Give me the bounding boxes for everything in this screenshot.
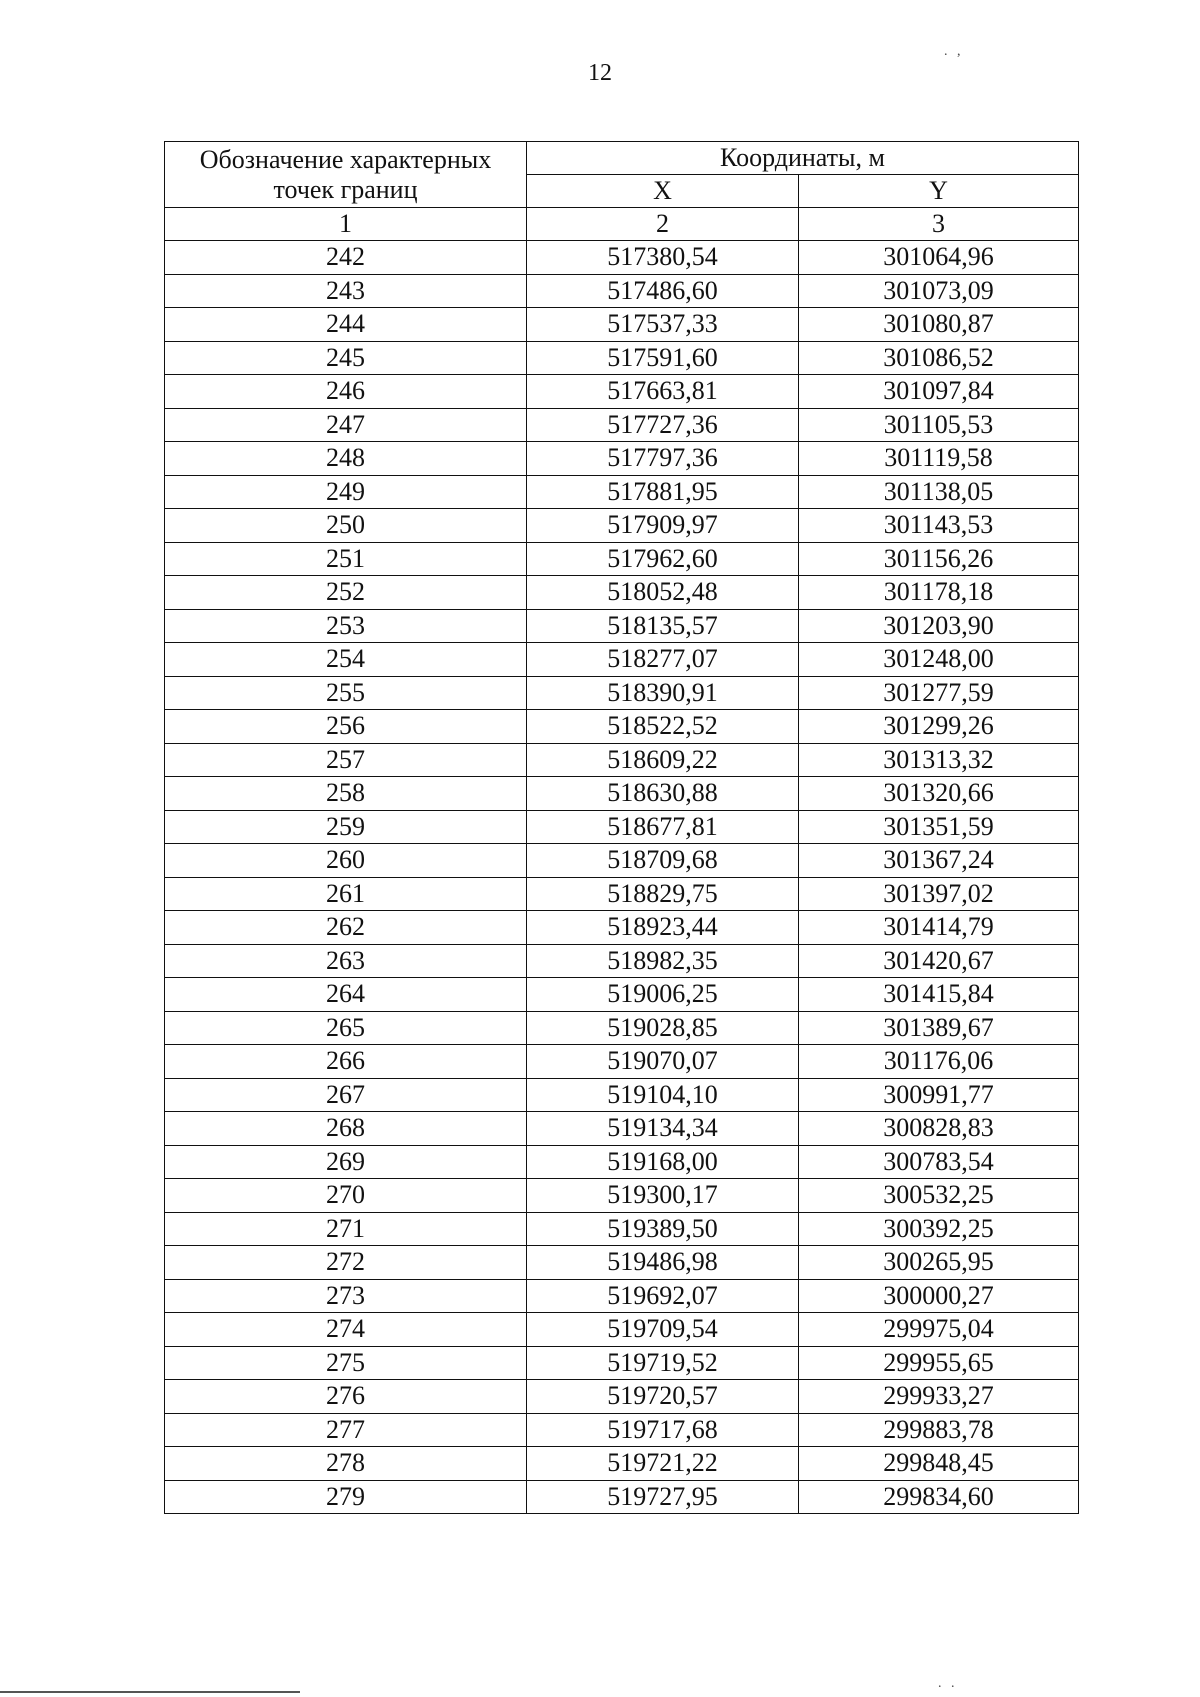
y-coordinate-cell: 301105,53 [799,408,1079,442]
table-row [165,1078,1079,1112]
x-coordinate-cell: 518609,22 [527,743,799,777]
y-coordinate-cell: 301097,84 [799,375,1079,409]
y-coordinate-cell: 300783,54 [799,1145,1079,1179]
x-coordinate-cell: 519721,22 [527,1447,799,1481]
x-coordinate-cell: 517962,60 [527,542,799,576]
y-coordinate-cell: 301313,32 [799,743,1079,777]
scan-speck-top: . , [944,44,964,59]
y-coordinate-cell: 300000,27 [799,1279,1079,1313]
table-row [165,576,1079,610]
table-row [165,1045,1079,1079]
x-coordinate-cell: 518052,48 [527,576,799,610]
y-coordinate-cell: 299955,65 [799,1346,1079,1380]
x-coordinate-cell: 519006,25 [527,978,799,1012]
point-cell: 242 [165,241,527,275]
table-row [165,1413,1079,1447]
table-row [165,509,1079,543]
x-coordinate-cell: 518923,44 [527,911,799,945]
point-cell: 254 [165,643,527,677]
y-coordinate-cell: 301119,58 [799,442,1079,476]
table-row [165,1380,1079,1414]
y-coordinate-cell: 301414,79 [799,911,1079,945]
y-coordinate-cell: 301320,66 [799,777,1079,811]
y-coordinate-cell: 301420,67 [799,944,1079,978]
table-row [165,1011,1079,1045]
y-coordinate-cell: 301064,96 [799,241,1079,275]
point-cell: 265 [165,1011,527,1045]
point-cell: 249 [165,475,527,509]
y-coordinate-cell: 301203,90 [799,609,1079,643]
table-row [165,844,1079,878]
x-coordinate-cell: 518390,91 [527,676,799,710]
scan-edge-line [0,1691,300,1693]
y-coordinate-cell: 301143,53 [799,509,1079,543]
x-coordinate-cell: 518709,68 [527,844,799,878]
x-coordinate-cell: 519709,54 [527,1313,799,1347]
scan-speck-bottom: . . [938,1676,958,1691]
table-row [165,241,1079,275]
point-cell: 266 [165,1045,527,1079]
x-coordinate-cell: 518277,07 [527,643,799,677]
y-coordinate-cell: 301299,26 [799,710,1079,744]
point-cell: 276 [165,1380,527,1414]
y-coordinate-cell: 301277,59 [799,676,1079,710]
table-row [165,542,1079,576]
point-cell: 255 [165,676,527,710]
point-cell: 256 [165,710,527,744]
column-number-1: 1 [165,208,527,241]
y-coordinate-cell: 301415,84 [799,978,1079,1012]
point-cell: 243 [165,274,527,308]
point-cell: 268 [165,1112,527,1146]
x-coordinate-cell: 517663,81 [527,375,799,409]
table-row [165,609,1079,643]
point-cell: 272 [165,1246,527,1280]
y-coordinate-cell: 300991,77 [799,1078,1079,1112]
y-coordinate-cell: 301138,05 [799,475,1079,509]
table-row [165,475,1079,509]
point-cell: 271 [165,1212,527,1246]
point-cell: 250 [165,509,527,543]
point-cell: 252 [165,576,527,610]
table-row [165,1346,1079,1380]
x-coordinate-cell: 519300,17 [527,1179,799,1213]
x-coordinate-cell: 517881,95 [527,475,799,509]
designation-header [165,142,527,208]
point-cell: 245 [165,341,527,375]
y-coordinate-cell: 300828,83 [799,1112,1079,1146]
y-coordinate-cell: 301351,59 [799,810,1079,844]
column-number-3: 3 [799,208,1079,241]
x-coordinate-cell: 519168,00 [527,1145,799,1179]
point-cell: 273 [165,1279,527,1313]
x-coordinate-cell: 518677,81 [527,810,799,844]
y-coordinate-cell: 301367,24 [799,844,1079,878]
table-row [165,1246,1079,1280]
table-row [165,1112,1079,1146]
point-cell: 275 [165,1346,527,1380]
point-cell: 257 [165,743,527,777]
table-row [165,442,1079,476]
table-row [165,408,1079,442]
y-coordinate-cell: 299848,45 [799,1447,1079,1481]
coordinates-header: Координаты, м [527,142,1079,175]
x-coordinate-cell: 519727,95 [527,1480,799,1514]
x-coordinate-cell: 519028,85 [527,1011,799,1045]
table-row [165,911,1079,945]
designation-header-line1: Обозначение характерных [199,144,492,174]
x-coordinate-cell: 519692,07 [527,1279,799,1313]
point-cell: 259 [165,810,527,844]
y-coordinate-cell: 301156,26 [799,542,1079,576]
x-coordinate-cell: 517909,97 [527,509,799,543]
table-row [165,341,1079,375]
x-coordinate-cell: 518982,35 [527,944,799,978]
table-row [165,944,1079,978]
table-row [165,877,1079,911]
table-row [165,1145,1079,1179]
x-coordinate-cell: 519719,52 [527,1346,799,1380]
table-row [165,1480,1079,1514]
table-row [165,978,1079,1012]
table-row [165,643,1079,677]
table-row [165,1279,1079,1313]
point-cell: 262 [165,911,527,945]
point-cell: 263 [165,944,527,978]
table-row [165,1313,1079,1347]
y-coordinate-cell: 301248,00 [799,643,1079,677]
point-cell: 260 [165,844,527,878]
x-coordinate-cell: 517797,36 [527,442,799,476]
x-coordinate-cell: 517537,33 [527,308,799,342]
point-cell: 278 [165,1447,527,1481]
table-row [165,777,1079,811]
y-coordinate-cell: 300265,95 [799,1246,1079,1280]
designation-header-line2: точек границ [273,174,418,204]
point-cell: 274 [165,1313,527,1347]
x-coordinate-cell: 517727,36 [527,408,799,442]
y-coordinate-cell: 299975,04 [799,1313,1079,1347]
point-cell: 267 [165,1078,527,1112]
y-coordinate-cell: 301178,18 [799,576,1079,610]
point-cell: 248 [165,442,527,476]
page-number: 12 [588,60,612,86]
table-row [165,810,1079,844]
boundary-points-table [164,141,1079,1514]
table-row [165,308,1079,342]
x-coordinate-cell: 518135,57 [527,609,799,643]
x-coordinate-cell: 518630,88 [527,777,799,811]
table-row [165,710,1079,744]
point-cell: 270 [165,1179,527,1213]
table-row [165,1179,1079,1213]
table-body [165,241,1079,1514]
point-cell: 264 [165,978,527,1012]
point-cell: 258 [165,777,527,811]
x-coordinate-cell: 518829,75 [527,877,799,911]
x-coordinate-cell: 517486,60 [527,274,799,308]
x-coordinate-cell: 519720,57 [527,1380,799,1414]
y-coordinate-cell: 301086,52 [799,341,1079,375]
x-coordinate-cell: 519104,10 [527,1078,799,1112]
y-coordinate-cell: 301080,87 [799,308,1079,342]
x-coordinate-cell: 518522,52 [527,710,799,744]
table-row [165,676,1079,710]
point-cell: 246 [165,375,527,409]
y-coordinate-cell: 301073,09 [799,274,1079,308]
point-cell: 247 [165,408,527,442]
table-row [165,274,1079,308]
x-coordinate-cell: 519389,50 [527,1212,799,1246]
x-coordinate-cell: 517380,54 [527,241,799,275]
point-cell: 277 [165,1413,527,1447]
x-coordinate-cell: 519717,68 [527,1413,799,1447]
x-coordinate-cell: 517591,60 [527,341,799,375]
table-row [165,1212,1079,1246]
point-cell: 279 [165,1480,527,1514]
x-header: X [527,175,799,208]
x-coordinate-cell: 519486,98 [527,1246,799,1280]
point-cell: 269 [165,1145,527,1179]
table-row [165,743,1079,777]
point-cell: 261 [165,877,527,911]
table-row [165,375,1079,409]
x-coordinate-cell: 519134,34 [527,1112,799,1146]
point-cell: 251 [165,542,527,576]
column-number-2: 2 [527,208,799,241]
y-coordinate-cell: 300392,25 [799,1212,1079,1246]
table-row [165,1447,1079,1481]
y-coordinate-cell: 301397,02 [799,877,1079,911]
point-cell: 244 [165,308,527,342]
x-coordinate-cell: 519070,07 [527,1045,799,1079]
y-coordinate-cell: 299883,78 [799,1413,1079,1447]
point-cell: 253 [165,609,527,643]
y-coordinate-cell: 299933,27 [799,1380,1079,1414]
y-header: Y [799,175,1079,208]
y-coordinate-cell: 301389,67 [799,1011,1079,1045]
y-coordinate-cell: 301176,06 [799,1045,1079,1079]
y-coordinate-cell: 300532,25 [799,1179,1079,1213]
y-coordinate-cell: 299834,60 [799,1480,1079,1514]
